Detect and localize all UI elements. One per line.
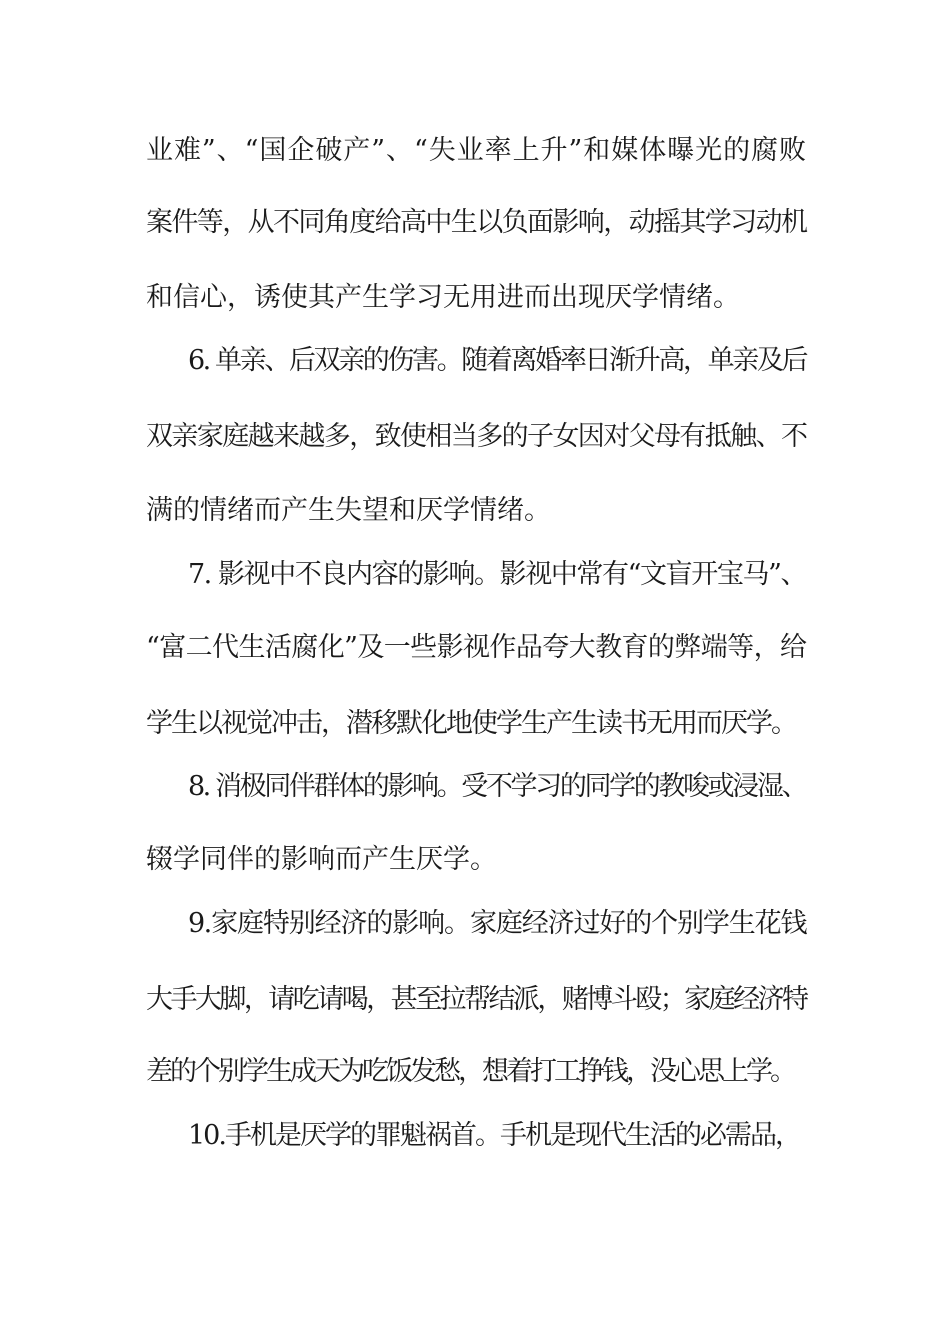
paragraph-line: 案件等，从不同角度给高中生以负面影响，动摇其学习动机 — [146, 207, 806, 238]
paragraph-line: 差的个别学生成天为吃饭发愁，想着打工挣钱，没心思上学。 — [146, 1056, 794, 1087]
paragraph-line: 学生以视觉冲击，潜移默化地使学生产生读书无用而厌学。 — [146, 708, 796, 739]
paragraph-line: “富二代生活腐化”及一些影视作品夸大教育的弊端等，给 — [146, 632, 806, 663]
paragraph-line: 业难”、“国企破产”、“失业率上升”和媒体曝光的腐败 — [146, 135, 806, 166]
paragraph-line: 9.家庭特别经济的影响。家庭经济过好的个别学生花钱 — [188, 908, 806, 939]
paragraph-line: 8. 消极同伴群体的影响。受不学习的同学的教唆或浸湿、 — [188, 771, 806, 802]
paragraph-line: 和信心，诱使其产生学习无用进而出现厌学情绪。 — [146, 282, 740, 313]
paragraph-line: 6. 单亲、后双亲的伤害。随着离婚率日渐升高，单亲及后 — [188, 345, 806, 376]
paragraph-line: 满的情绪而产生失望和厌学情绪。 — [146, 495, 551, 526]
paragraph-line: 7. 影视中不良内容的影响。影视中常有“文盲开宝马”、 — [188, 559, 806, 590]
paragraph-line: 辍学同伴的影响而产生厌学。 — [146, 844, 497, 875]
paragraph-line: 大手大脚，请吃请喝，甚至拉帮结派，赌博斗殴；家庭经济特 — [146, 984, 806, 1015]
paragraph-line: 双亲家庭越来越多，致使相当多的子女因对父母有抵触、不 — [146, 421, 806, 452]
paragraph-line: 10.手机是厌学的罪魁祸首。手机是现代生活的必需品， — [188, 1120, 800, 1151]
